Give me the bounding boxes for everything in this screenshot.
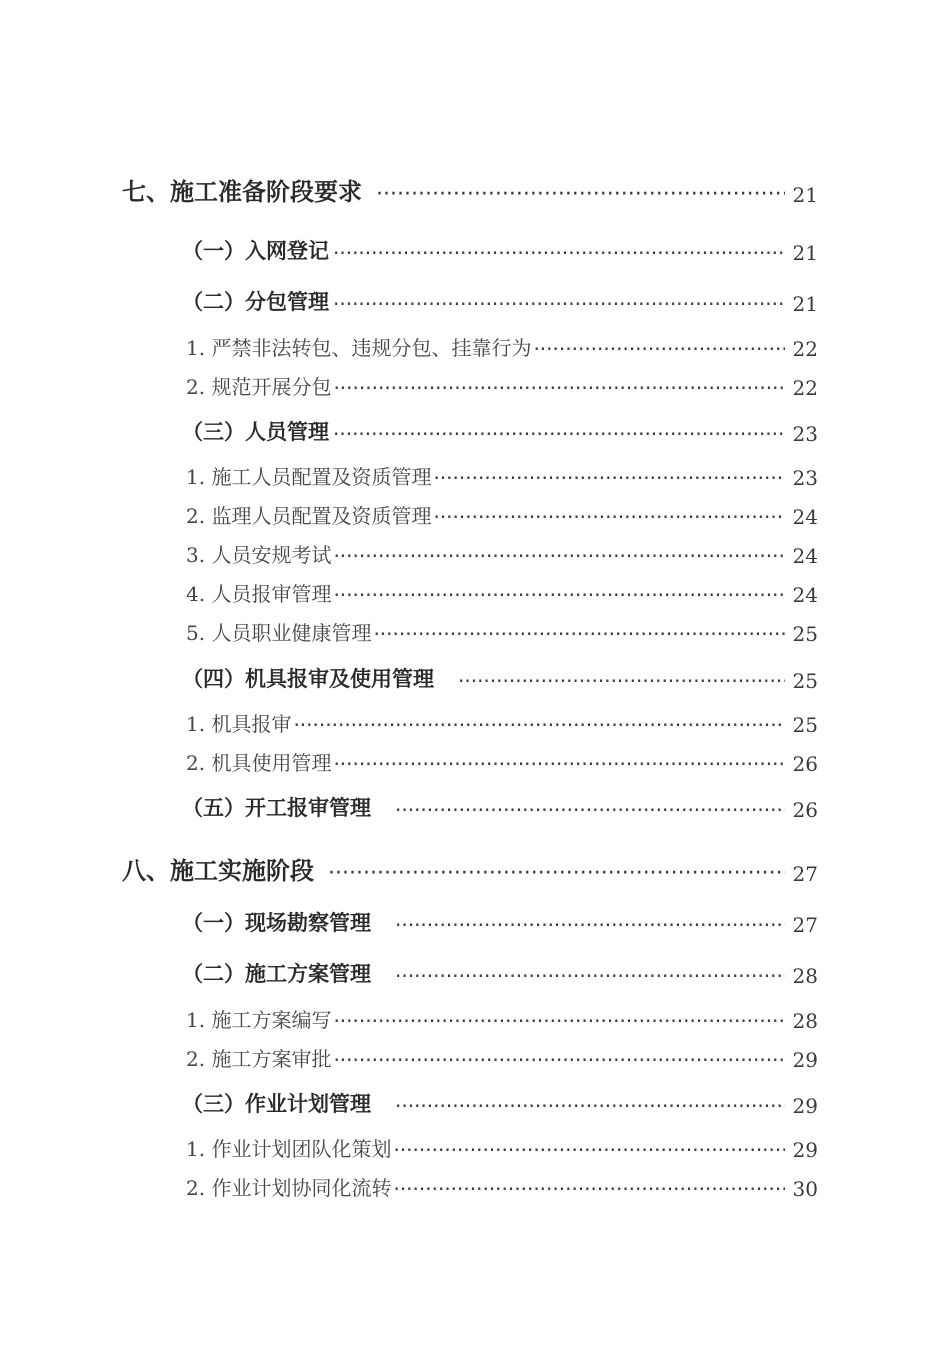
toc-page-number: 30: [792, 1177, 818, 1201]
toc-entry-title: （二）施工方案管理: [182, 962, 371, 986]
toc-page-number: 24: [792, 583, 818, 607]
toc-page-number: 25: [792, 622, 818, 646]
toc-item-entry[interactable]: [0, 708, 950, 737]
toc-page-number: 23: [792, 466, 818, 490]
toc-entry-title: 1. 机具报审: [186, 712, 292, 736]
dot-leader: [333, 1048, 784, 1072]
toc-section-entry[interactable]: [0, 958, 950, 988]
toc-section-entry[interactable]: [0, 235, 950, 265]
dot-leader: [433, 505, 784, 529]
toc-entry-title: （四）机具报审及使用管理: [182, 667, 434, 691]
toc-page-number: 22: [792, 376, 818, 400]
toc-page-number: 21: [792, 183, 818, 207]
toc-item-entry[interactable]: [0, 539, 950, 568]
toc-section-entry[interactable]: [0, 416, 950, 446]
dot-leader: [333, 241, 785, 265]
toc-page-number: 24: [792, 544, 818, 568]
dot-leader: [328, 861, 785, 886]
toc-item-entry[interactable]: [0, 1004, 950, 1033]
toc-chapter-entry[interactable]: [0, 851, 950, 886]
toc-item-entry[interactable]: [0, 1043, 950, 1072]
toc-entry-title: （一）入网登记: [182, 239, 329, 263]
toc-section-entry[interactable]: [0, 1088, 950, 1118]
dot-leader: [533, 337, 784, 361]
toc-section-entry[interactable]: [0, 286, 950, 316]
toc-page-number: 24: [792, 505, 818, 529]
dot-leader: [395, 798, 785, 822]
toc-entry-title: 5. 人员职业健康管理: [186, 621, 372, 645]
toc-entry-title: （三）作业计划管理: [182, 1092, 371, 1116]
toc-item-entry[interactable]: [0, 500, 950, 529]
toc-entry-title: 2. 监理人员配置及资质管理: [186, 504, 432, 528]
toc-page-number: 25: [792, 713, 818, 737]
toc-item-entry[interactable]: [0, 461, 950, 490]
toc-entry-title: 2. 规范开展分包: [186, 375, 332, 399]
toc-entry-title: 1. 作业计划团队化策划: [186, 1137, 392, 1161]
toc-section-entry[interactable]: [0, 663, 950, 693]
toc-entry-title: 八、施工实施阶段: [122, 857, 314, 885]
toc-section-entry[interactable]: [0, 907, 950, 937]
dot-leader: [333, 544, 784, 568]
toc-page-number: 29: [792, 1138, 818, 1162]
toc-page-number: 27: [792, 862, 818, 886]
toc-entry-title: （一）现场勘察管理: [182, 911, 371, 935]
toc-item-entry[interactable]: [0, 332, 950, 361]
toc-entry-title: （五）开工报审管理: [182, 796, 371, 820]
dot-leader: [333, 376, 784, 400]
dot-leader: [395, 1094, 785, 1118]
toc-chapter-entry[interactable]: [0, 172, 950, 207]
dot-leader: [458, 669, 785, 693]
dot-leader: [393, 1138, 784, 1162]
dot-leader: [333, 752, 784, 776]
dot-leader: [333, 292, 785, 316]
toc-entry-title: 1. 施工方案编写: [186, 1008, 332, 1032]
toc-page-number: 22: [792, 337, 818, 361]
toc-page-number: 21: [792, 241, 818, 265]
toc-page-number: 21: [792, 292, 818, 316]
toc-entry-title: 3. 人员安规考试: [186, 543, 332, 567]
toc-page-number: 28: [792, 964, 818, 988]
dot-leader: [333, 583, 784, 607]
toc-entry-title: 七、施工准备阶段要求: [122, 178, 362, 206]
toc-entry-title: 2. 施工方案审批: [186, 1047, 332, 1071]
toc-entry-title: 4. 人员报审管理: [186, 582, 332, 606]
toc-entry-title: （二）分包管理: [182, 290, 329, 314]
dot-leader: [333, 1009, 784, 1033]
toc-item-entry[interactable]: [0, 578, 950, 607]
toc-page-number: 27: [792, 913, 818, 937]
toc-item-entry[interactable]: [0, 371, 950, 400]
dot-leader: [376, 182, 785, 207]
toc-page-number: 29: [792, 1048, 818, 1072]
dot-leader: [393, 1177, 784, 1201]
toc-page-number: 23: [792, 422, 818, 446]
dot-leader: [395, 964, 785, 988]
dot-leader: [293, 713, 784, 737]
toc-item-entry[interactable]: [0, 747, 950, 776]
dot-leader: [433, 466, 784, 490]
toc-page-number: 26: [792, 752, 818, 776]
dot-leader: [333, 422, 785, 446]
toc-page-number: 28: [792, 1009, 818, 1033]
toc-item-entry[interactable]: [0, 617, 950, 646]
dot-leader: [373, 622, 784, 646]
toc-page-number: 29: [792, 1094, 818, 1118]
toc-entry-title: 2. 作业计划协同化流转: [186, 1176, 392, 1200]
toc-item-entry[interactable]: [0, 1133, 950, 1162]
toc-item-entry[interactable]: [0, 1172, 950, 1201]
toc-section-entry[interactable]: [0, 792, 950, 822]
toc-entry-title: 1. 施工人员配置及资质管理: [186, 465, 432, 489]
toc-page-number: 26: [792, 798, 818, 822]
toc-entry-title: 1. 严禁非法转包、违规分包、挂靠行为: [186, 336, 532, 360]
dot-leader: [395, 913, 785, 937]
toc-page-number: 25: [792, 669, 818, 693]
toc-entry-title: （三）人员管理: [182, 420, 329, 444]
toc-entry-title: 2. 机具使用管理: [186, 751, 332, 775]
